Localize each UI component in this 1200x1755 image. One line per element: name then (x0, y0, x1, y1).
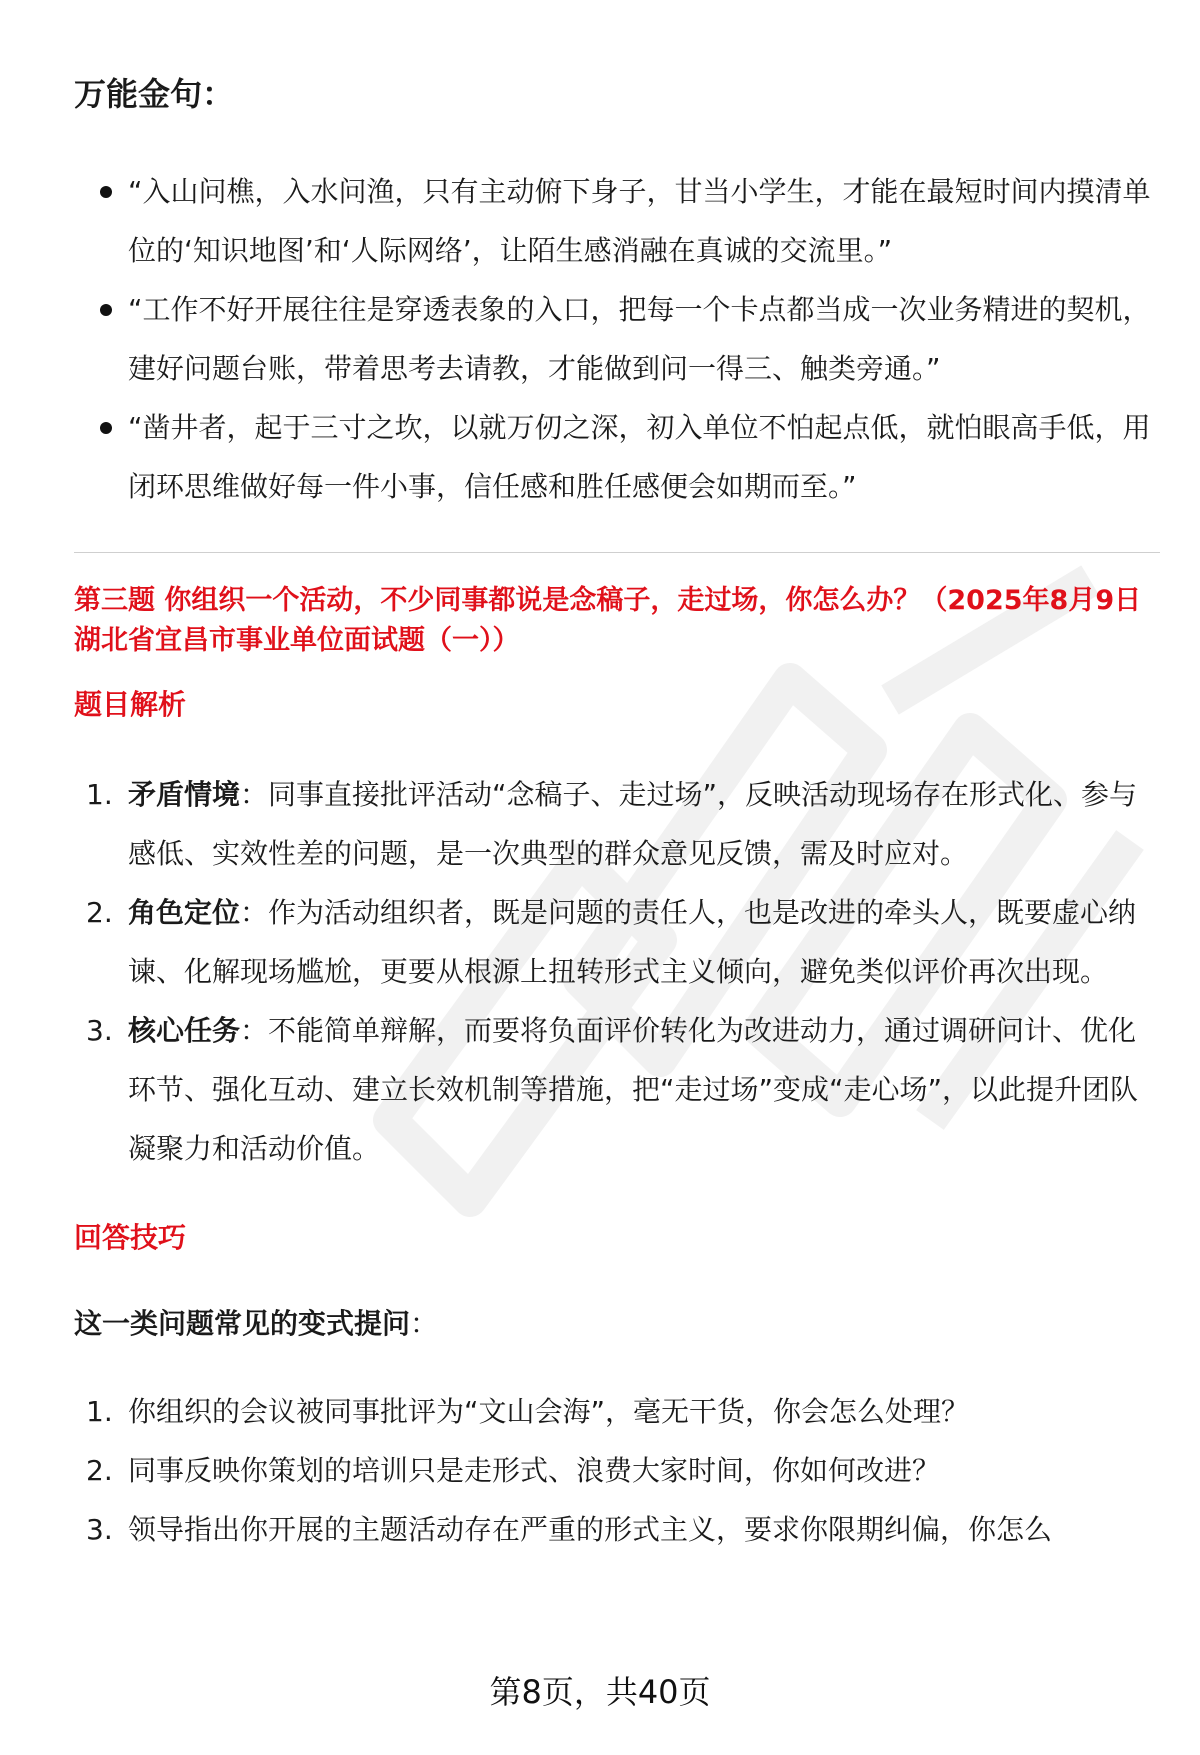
analysis-text: 作为活动组织者，既是问题的责任人，也是改进的牵头人，既要虚心纳谏、化解现场尴尬，更要从根源上扭转形式主义倾向，避免类似评价再次出现。 (128, 896, 1137, 988)
list-item (74, 162, 1160, 280)
variants-heading-colon: ： (410, 1307, 439, 1340)
variant-text: 你组织的会议被同事批评为“文山会海”，毫无干货，你会怎么处理？ (128, 1395, 970, 1428)
variants-list (74, 1382, 1160, 1559)
list-item (74, 1441, 1160, 1500)
list-item (74, 1382, 1160, 1441)
list-number: 2. (86, 896, 113, 929)
list-item (74, 1500, 1160, 1559)
variants-heading (74, 1304, 1160, 1344)
page-number-footer: 第8页，共40页 (489, 1673, 711, 1711)
analysis-text: 不能简单辩解，而要将负面评价转化为改进动力，通过调研问计、优化环节、强化互动、建立长效机制等措施，把“走过场”变成“走心场”，以此提升团队凝聚力和活动价值。 (128, 1014, 1139, 1165)
golden-sentence-text: “凿井者，起于三寸之坎，以就万仞之深，初入单位不怕起点低，就怕眼高手低，用闭环思维做好每一件小事，信任感和胜任感便会如期而至。” (128, 411, 1151, 503)
analysis-term: 核心任务 (128, 1014, 241, 1047)
golden-sentence-text: “入山问樵，入水问渔，只有主动俯下身子，甘当小学生，才能在最短时间内摸清单位的‘知识地图’和‘人际网络’，让陌生感消融在真诚的交流里。” (128, 175, 1151, 267)
bullet-dot-icon (100, 304, 112, 316)
list-item (74, 883, 1160, 1001)
list-number: 1. (86, 1395, 113, 1428)
list-item (74, 765, 1160, 883)
list-number: 3. (86, 1513, 113, 1546)
question-title: 第三题 你组织一个活动，不少同事都说是念稿子，走过场，你怎么办？（2025年8月9日湖北省宜昌市事业单位面试题（一）） (74, 585, 1142, 656)
list-item (74, 1001, 1160, 1178)
bullet-dot-icon (100, 422, 112, 434)
golden-sentence-text: “工作不好开展往往是穿透表象的入口，把每一个卡点都当成一次业务精进的契机，建好问题台账，带着思考去请教，才能做到问一得三、触类旁通。” (128, 293, 1151, 385)
section-divider (74, 552, 1160, 553)
golden-sentences-heading: 万能金句： (74, 75, 235, 113)
variants-heading-text: 这一类问题常见的变式提问 (74, 1307, 411, 1340)
list-number: 1. (86, 778, 113, 811)
analysis-separator: ： (240, 1014, 269, 1047)
golden-sentences-list (74, 162, 1160, 516)
list-number: 3. (86, 1014, 113, 1047)
analysis-separator: ： (240, 896, 269, 929)
analysis-term: 角色定位 (128, 896, 241, 929)
analysis-separator: ： (240, 778, 269, 811)
variant-text: 领导指出你开展的主题活动存在严重的形式主义，要求你限期纠偏，你怎么 (128, 1513, 1053, 1546)
list-item (74, 280, 1160, 398)
list-number: 2. (86, 1454, 113, 1487)
tips-heading: 回答技巧 (74, 1221, 187, 1254)
list-item (74, 398, 1160, 516)
page-content (74, 70, 1160, 1559)
analysis-heading: 题目解析 (74, 688, 187, 721)
variant-text: 同事反映你策划的培训只是走形式、浪费大家时间，你如何改进？ (128, 1454, 941, 1487)
analysis-text: 同事直接批评活动“念稿子、走过场”，反映活动现场存在形式化、参与感低、实效性差的问题，是一次典型的群众意见反馈，需及时应对。 (128, 778, 1138, 870)
analysis-list (74, 765, 1160, 1178)
bullet-dot-icon (100, 186, 112, 198)
analysis-term: 矛盾情境 (128, 778, 241, 811)
